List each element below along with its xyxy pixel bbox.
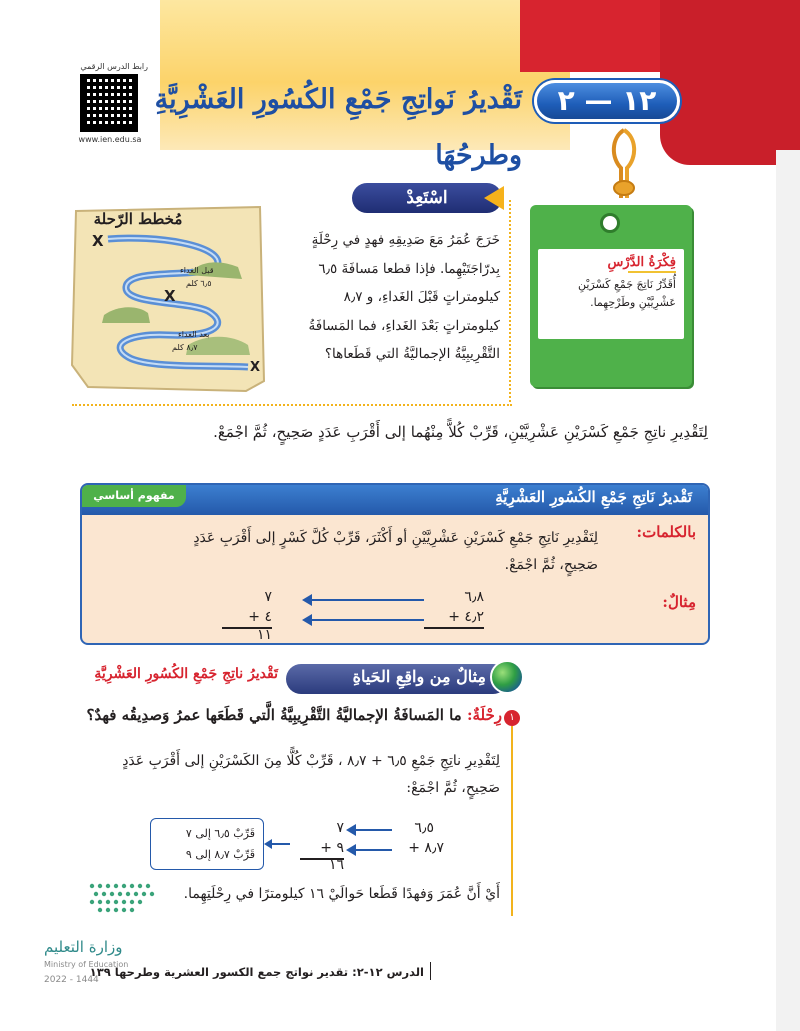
lesson-idea-card (538, 249, 684, 339)
concept-arrow-2 (304, 619, 424, 621)
words-text: لِتَقْدِيرِ نَاتِجِ جَمْعِ كَسْرَيْنِ عَشْرِيَّيْنِ أو أَكْثَرَ، قَرِّبْ كُلَّ كَسْرٍ إلى أَقْرَبِ عَدَدٍ صَحِيحٍ، ثُمَّ اجْمَعْ. (193, 530, 598, 573)
concept-rounded-a: ٧ (264, 589, 272, 605)
example-arrow-1 (348, 829, 392, 831)
example-rounded-a: ٧ (336, 820, 344, 836)
ministry-logo-text: وزارة التعليم (44, 938, 123, 956)
round-note-arrow-icon (262, 836, 292, 852)
footer-lesson-title: الدرس ١٢-٢: تقدير نواتج جمع الكسور العشرية وطرحها (114, 965, 424, 979)
concept-value-b: + ٤٫٢ (448, 609, 484, 625)
tag-hole (600, 213, 620, 233)
words-label: بالكلمات: (636, 523, 696, 541)
lesson-number-badge: ١٢ — ٢ (534, 80, 680, 122)
qr-block[interactable] (72, 62, 148, 144)
map-marker-start: X (92, 232, 104, 250)
prepare-header: اسْتَعِدْ (352, 183, 502, 213)
footer-lesson-ref (89, 965, 424, 979)
real-life-subtitle: تَقْديرُ ناتِجِ جَمْعِ الكُسُورِ العَشْرِيَّةِ (94, 666, 278, 682)
example-number-badge: ١ (504, 710, 520, 726)
example-rounded-b: + ٩ (320, 840, 344, 856)
example-body: لِتَقْدِيرِ ناتِجِ جَمْعِ ٦٫٥ + ٨٫٧ ، قَرِّبْ كُلًّا مِنَ الكَسْرَيْنِ إلى أَقْرَبِ عَدَدٍ صَحِيحٍ، ثُمَّ اجْمَعْ: (122, 753, 500, 796)
map-marker-lunch: X (164, 287, 176, 305)
map-marker-end: X (250, 360, 261, 375)
example-label: مِثالٌ: (662, 593, 696, 611)
map-before-lunch-distance: ٦٫٥ كلم (186, 279, 212, 288)
example-question (86, 706, 502, 724)
prepare-text: خَرَجَ عُمَرُ مَعَ صَدِيقِهِ فهدٍ في رِحْلَةٍ بِدرّاجَتَيْهِما. فإذا قطعا مَسافَةَ ٦٫٥ كيلومتراتٍ قَبْلَ الغَداءِ، و ٨٫٧ كيلومتراتٍ بَعْدَ الغَداءِ، فما المَسافَةُ التَّقْرِيبِيَّةُ الإجماليَّةُ التي قَطَعاها؟ (308, 232, 500, 362)
lesson-title-line1: تَقْديرُ نَواتِجِ جَمْعِ الكُسُورِ العَشْرِيَّةِ (154, 84, 522, 115)
page-edge-strip (776, 150, 800, 1031)
concept-arrow-1 (304, 599, 424, 601)
map-before-lunch-label: قبل الغداء (180, 266, 214, 275)
real-life-label: مِثالٌ مِن واقِعِ الحَياةِ (352, 667, 486, 686)
footer-year: 2022 - 1444 (44, 975, 99, 985)
ministry-english-text: Ministry of Education (44, 960, 129, 969)
page-number: ١٣٩ (89, 965, 111, 979)
concept-rounded-b: + ٤ (248, 609, 272, 625)
example-value-a: ٦٫٥ (414, 820, 434, 836)
example-arrow-2 (348, 849, 392, 851)
key-concept-title: تَقْديرُ نَاتِجِ جَمْعِ الكُسُورِ العَشْرِيَّةِ (495, 488, 692, 506)
header-red-corner (660, 0, 800, 165)
qr-caption: رابط الدرس الرقمي (80, 62, 148, 71)
vision-logo-icon (86, 880, 166, 916)
section-divider (72, 404, 512, 406)
map-after-lunch-label: بعد الغداء (178, 330, 210, 339)
lesson-idea-tag (530, 205, 692, 387)
lesson-idea-underline (628, 271, 676, 273)
footer-divider (430, 962, 431, 980)
qr-url[interactable]: www.ien.edu.sa (78, 135, 142, 144)
prepare-arrow-icon (484, 186, 504, 210)
lesson-title-line2: وطرحُهَا (435, 140, 522, 171)
rounding-note-box (150, 818, 264, 870)
concept-value-a: ٦٫٨ (464, 589, 484, 605)
qr-code-icon[interactable] (80, 74, 138, 132)
rounding-note-1: قَرِّبْ ٦٫٥ إلى ٧ (185, 827, 255, 840)
example-rail (511, 726, 513, 916)
key-concept-box (80, 483, 710, 645)
key-concept-badge: مفهوم أساسي (82, 485, 186, 507)
globe-icon (490, 660, 524, 694)
example-value-b: + ٨٫٧ (408, 840, 444, 856)
rounding-note-2: قَرِّبْ ٨٫٧ إلى ٩ (185, 848, 255, 861)
lesson-idea-text: أُقَدِّرُ نَاتِجَ جَمْعِ كَسْرَيْنِ عَشْرِيَّيْنِ وطَرْحِهِما. (577, 278, 676, 309)
example-sum: ١٦ (328, 857, 344, 873)
prepare-border (509, 200, 511, 402)
map-title: مُخطط الرّحلة (93, 210, 183, 228)
header-yellow-band (150, 0, 570, 150)
lesson-idea-title: فِكْرَةُ الدَّرْسِ (607, 255, 676, 270)
map-after-lunch-distance: ٨٫٧ كلم (172, 343, 198, 352)
example-question-label: رِحْلَةٌ: (466, 706, 502, 724)
concept-sum: ١١ (256, 627, 272, 643)
concept-sum-line (424, 627, 484, 629)
example-conclusion: أَيْ أَنَّ عُمَرَ وَفهدًا قَطَعا حَوالَيْ ١٦ كيلومترًا في رِحْلَتِهِما. (183, 886, 500, 902)
example-question-text: ما المَسافَةُ الإجماليَّةُ التَّقْرِيبِيَّةُ الَّتي قَطَعَها عمرُ وَصدِيقُه فهدٌ؟ (86, 706, 462, 724)
intro-text: لِتَقْدِيرِ ناتِجِ جَمْعِ كَسْرَيْنِ عَشْرِيَّيْنِ، قَرِّبْ كُلاًّ مِنْهُما إلى أَقْرَبِ عَدَدٍ صَحِيحٍ، ثُمَّ اجْمَعْ. (213, 423, 708, 441)
